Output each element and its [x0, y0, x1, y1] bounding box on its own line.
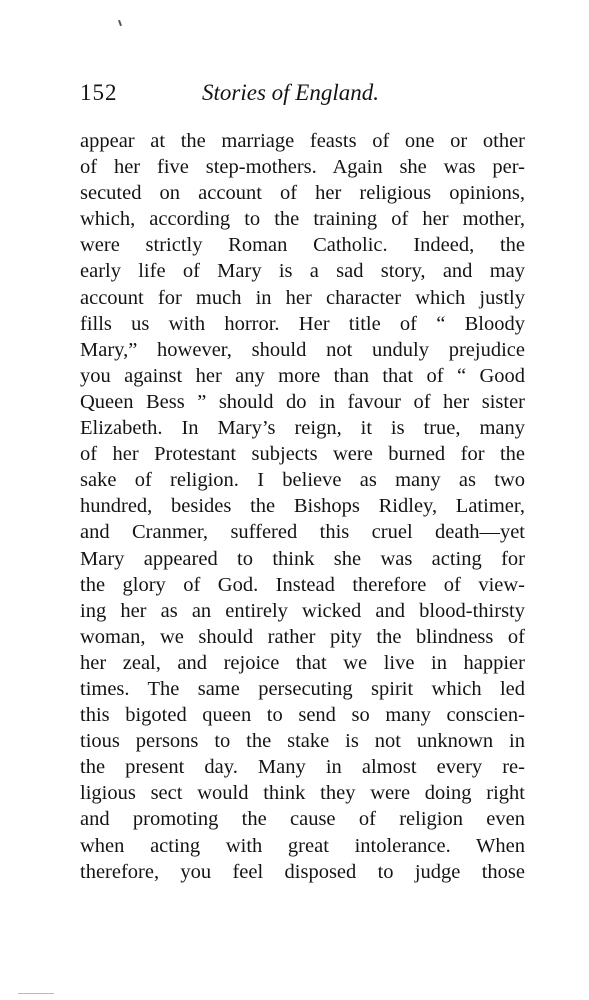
- text-line: you against her any more than that of “ Good: [80, 364, 525, 387]
- text-line: tious persons to the stake is not unknown in: [80, 730, 525, 753]
- text-line: her zeal, and rejoice that we live in happier: [80, 651, 525, 674]
- text-line: Queen Bess ” should do in favour of her sister: [80, 390, 525, 413]
- text-line: the present day. Many in almost every re-: [80, 756, 525, 779]
- body-text: [80, 128, 525, 885]
- text-line: times. The same persecuting spirit which led: [80, 677, 525, 700]
- text-line: woman, we should rather pity the blindness of: [80, 625, 525, 648]
- text-line: of her five step-mothers. Again she was per-: [80, 156, 525, 179]
- text-line: therefore, you feel disposed to judge those: [80, 860, 525, 883]
- text-line: sake of religion. I believe as many as two: [80, 469, 525, 492]
- text-line: the glory of God. Instead therefore of view-: [80, 573, 525, 596]
- text-line: hundred, besides the Bishops Ridley, Latimer,: [80, 495, 525, 518]
- text-line: fills us with horror. Her title of “ Bloody: [80, 312, 525, 335]
- text-line: this bigoted queen to send so many conscien-: [80, 704, 525, 727]
- text-line: were strictly Roman Catholic. Indeed, the: [80, 234, 525, 257]
- text-line: and promoting the cause of religion even: [80, 808, 525, 831]
- text-line: of her Protestant subjects were burned for the: [80, 443, 525, 466]
- text-line: which, according to the training of her mother,: [80, 208, 525, 231]
- text-line: Mary appeared to think she was acting for: [80, 547, 525, 570]
- page-edge-mark: [18, 993, 54, 994]
- page-header: [80, 80, 520, 110]
- text-line: Elizabeth. In Mary’s reign, it is true, many: [80, 417, 525, 440]
- text-line: when acting with great intolerance. When: [80, 834, 525, 857]
- ink-speck: [118, 20, 122, 26]
- text-line: and Cranmer, suffered this cruel death—yet: [80, 521, 525, 544]
- text-line: Mary,” however, should not unduly prejudice: [80, 338, 525, 361]
- text-line: appear at the marriage feasts of one or other: [80, 130, 525, 152]
- text-line: secuted on account of her religious opinions,: [80, 182, 525, 205]
- page-number: 152: [80, 80, 118, 105]
- text-line: ing her as an entirely wicked and blood-thirsty: [80, 599, 525, 622]
- text-line: ligious sect would think they were doing right: [80, 782, 525, 805]
- running-title: Stories of England.: [202, 80, 379, 105]
- text-line: early life of Mary is a sad story, and may: [80, 260, 525, 283]
- text-line: account for much in her character which justly: [80, 286, 525, 309]
